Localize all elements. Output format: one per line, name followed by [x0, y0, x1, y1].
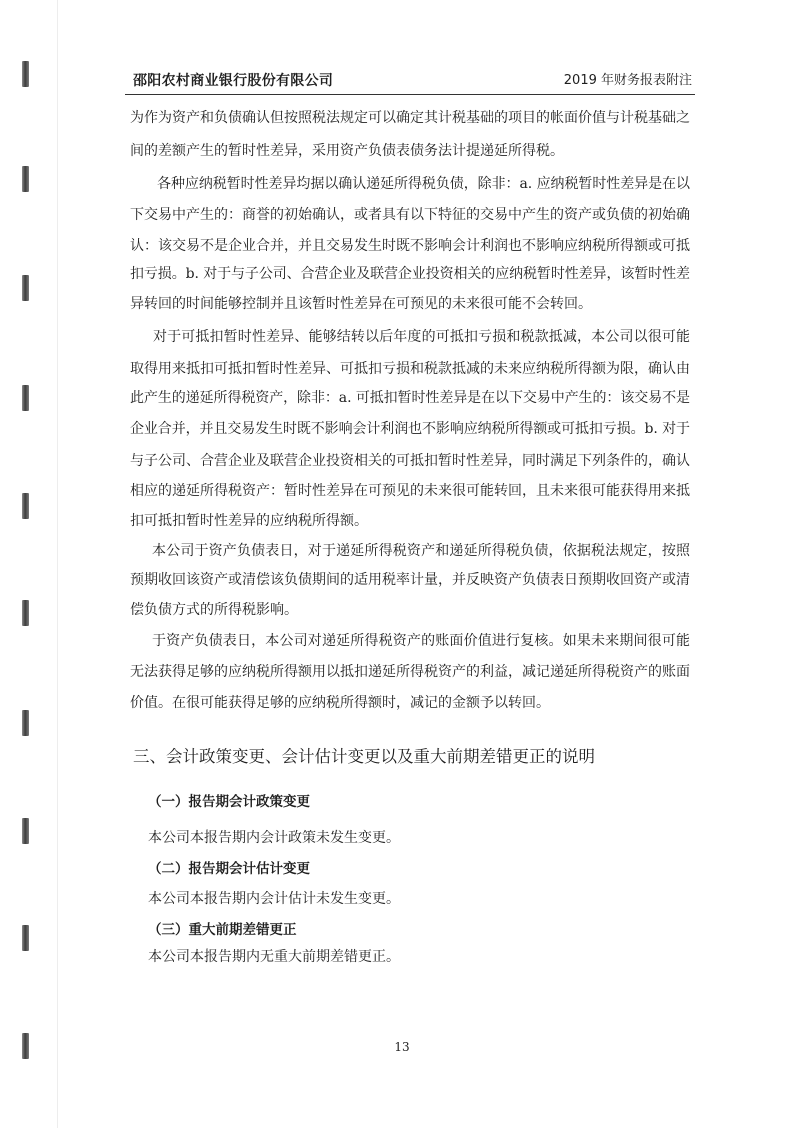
- binding-mark: [22, 493, 29, 519]
- text-line: 本公司于资产负债表日，对于递延所得税资产和递延所得税负债，依据税法规定，按照: [152, 543, 691, 559]
- subsection-text: 本公司本报告期内会计估计未发生变更。: [148, 891, 400, 907]
- text-line: 为作为资产和负债确认但按照税法规定可以确定其计税基础的项目的帐面价值与计税基础之: [130, 110, 690, 126]
- text-line: 相应的递延所得税资产：暂时性差异在可预见的未来很可能转回，且未来很可能获得用来抵: [130, 483, 690, 499]
- text-line: 偿负债方式的所得税影响。: [130, 602, 298, 618]
- subsection-text: 本公司本报告期内无重大前期差错更正。: [148, 949, 400, 965]
- header-report-title: 2019 年财务报表附注: [563, 73, 692, 88]
- binding-mark: [22, 710, 29, 736]
- header-rule: [125, 94, 695, 95]
- subsection-text: 本公司本报告期内会计政策未发生变更。: [148, 830, 400, 846]
- text-line: 取得用来抵扣可抵扣暂时性差异、可抵扣亏损和税款抵减的未来应纳税所得额为限，确认由: [130, 361, 690, 377]
- text-line: 扣亏损。b. 对于与子公司、合营企业及联营企业投资相关的应纳税暂时性差异，该暂时性差: [130, 266, 690, 282]
- subsection-heading: （三）重大前期差错更正: [148, 922, 297, 938]
- text-line: 于资产负债表日，本公司对递延所得税资产的账面价值进行复核。如果未来期间很可能: [152, 633, 691, 649]
- binding-mark: [22, 385, 29, 411]
- text-line: 间的差额产生的暂时性差异，采用资产负债表债务法计提递延所得税。: [130, 143, 564, 159]
- text-line: 价值。在很可能获得足够的应纳税所得额时，减记的金额予以转回。: [130, 695, 550, 711]
- text-line: 各种应纳税暂时性差异均据以确认递延所得税负债，除非：a. 应纳税暂时性差异是在以: [157, 176, 690, 192]
- text-line: 扣可抵扣暂时性差异的应纳税所得额。: [130, 513, 368, 529]
- binding-mark: [22, 818, 29, 844]
- text-line: 企业合并，并且交易发生时既不影响会计利润也不影响应纳税所得额或可抵扣亏损。b. 对于: [130, 421, 690, 437]
- scan-edge-line: [57, 0, 58, 1128]
- subsection-heading: （一）报告期会计政策变更: [148, 794, 310, 810]
- section-title: 三、会计政策变更、会计估计变更以及重大前期差错更正的说明: [133, 747, 595, 766]
- page-number: 13: [394, 1040, 410, 1054]
- binding-mark: [22, 61, 29, 87]
- text-line: 此产生的递延所得税资产，除非：a. 可抵扣暂时性差异是在以下交易中产生的：该交易不是: [130, 390, 690, 406]
- binding-mark: [22, 925, 29, 951]
- text-line: 下交易中产生的：商誉的初始确认，或者具有以下特征的交易中产生的资产或负债的初始确: [130, 207, 690, 223]
- text-line: 无法获得足够的应纳税所得额用以抵扣递延所得税资产的利益，减记递延所得税资产的账面: [130, 664, 690, 680]
- text-line: 认：该交易不是企业合并，并且交易发生时既不影响会计利润也不影响应纳税所得额或可抵: [130, 238, 690, 254]
- subsection-heading: （二）报告期会计估计变更: [148, 861, 310, 877]
- text-line: 与子公司、合营企业及联营企业投资相关的可抵扣暂时性差异，同时满足下列条件的，确认: [130, 453, 690, 469]
- text-line: 异转回的时间能够控制并且该暂时性差异在可预见的未来很可能不会转回。: [130, 296, 592, 312]
- binding-mark: [22, 166, 29, 192]
- binding-mark: [22, 600, 29, 626]
- header-company-name: 邵阳农村商业银行股份有限公司: [133, 73, 334, 89]
- binding-mark: [22, 1033, 29, 1059]
- text-line: 对于可抵扣暂时性差异、能够结转以后年度的可抵扣亏损和税款抵减，本公司以很可能: [153, 329, 691, 345]
- text-line: 预期收回该资产或清偿该负债期间的适用税率计量，并反映资产负债表日预期收回资产或清: [130, 572, 690, 588]
- binding-mark: [22, 275, 29, 301]
